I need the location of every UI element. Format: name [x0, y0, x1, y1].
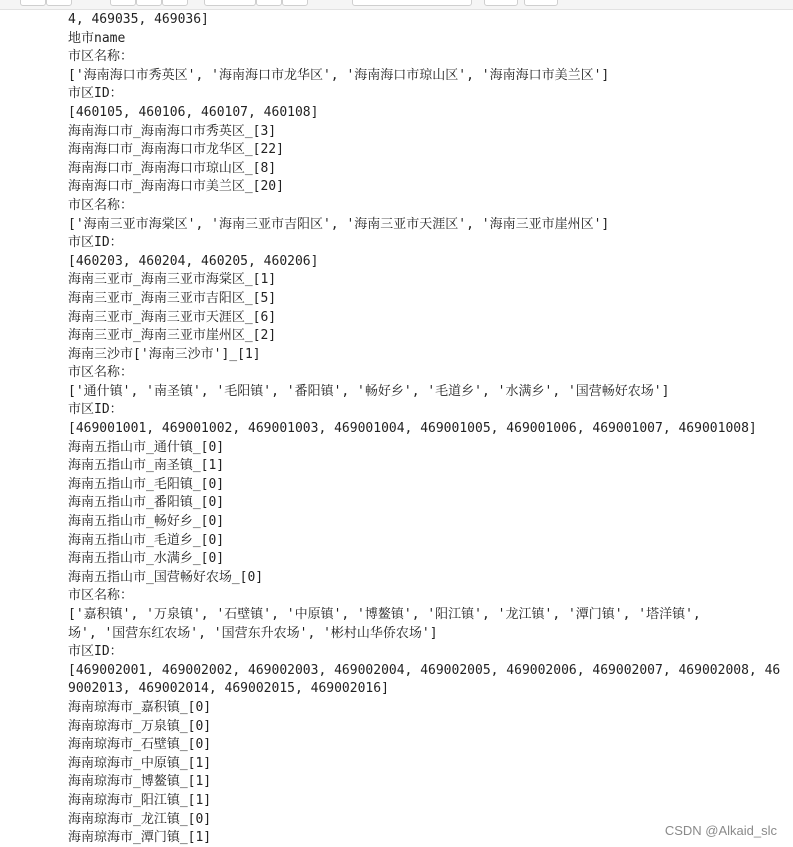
output-line: [469002001, 469002002, 469002003, 469002004, 469002005, 469002006, 469002007, 469002008, 46 — [68, 662, 781, 678]
output-line: 海南五指山市_毛道乡_[0] — [68, 532, 225, 548]
output-line: 海南五指山市_水满乡_[0] — [68, 551, 225, 567]
output-line: 海南琼海市_潭门镇_[1] — [68, 830, 212, 846]
output-line: 海南海口市_海南海口市秀英区_[3] — [68, 123, 277, 139]
output-line: 海南琼海市_阳江镇_[1] — [68, 792, 212, 808]
output-line: 海南五指山市_畅好乡_[0] — [68, 514, 225, 530]
output-line: 市区ID： — [68, 644, 123, 660]
cell-type-select[interactable] — [352, 0, 472, 6]
output-line: 海南琼海市_龙江镇_[0] — [68, 811, 212, 827]
output-line: 海南琼海市_嘉积镇_[0] — [68, 699, 212, 715]
output-line: 地市name — [68, 30, 126, 46]
output-line: 市区名称： — [68, 365, 134, 381]
toolbar-button[interactable] — [524, 0, 558, 6]
output-line: 海南琼海市_中原镇_[1] — [68, 755, 212, 771]
output-line: 海南琼海市_石壁镇_[0] — [68, 737, 212, 753]
toolbar-button[interactable] — [162, 0, 188, 6]
watermark: CSDN @Alkaid_slc — [664, 823, 777, 838]
cell-output-area — [68, 11, 793, 847]
output-line: 4, 469035, 469036] — [68, 12, 209, 27]
output-line: ['海南三亚市海棠区', '海南三亚市吉阳区', '海南三亚市天涯区', '海南三亚市崖州区'] — [68, 216, 610, 232]
output-line: ['通什镇', '南圣镇', '毛阳镇', '番阳镇', '畅好乡', '毛道乡', '水满乡', '国营畅好农场'] — [68, 383, 670, 399]
output-line: 海南三亚市_海南三亚市崖州区_[2] — [68, 328, 277, 344]
output-line: 海南三亚市_海南三亚市吉阳区_[5] — [68, 290, 277, 306]
toolbar-button[interactable] — [110, 0, 136, 6]
output-line: 海南三亚市_海南三亚市海棠区_[1] — [68, 272, 277, 288]
toolbar-button[interactable] — [136, 0, 162, 6]
output-line: 市区名称： — [68, 49, 134, 65]
output-line: 市区ID： — [68, 402, 123, 418]
output-line: [460203, 460204, 460205, 460206] — [68, 253, 319, 269]
toolbar-button[interactable] — [20, 0, 46, 6]
output-line: 海南五指山市_番阳镇_[0] — [68, 495, 225, 511]
output-line: 场', '国营东红农场', '国营东升农场', '彬村山华侨农场'] — [68, 625, 438, 641]
output-line: 海南海口市_海南海口市美兰区_[20] — [68, 179, 284, 195]
output-line: 市区名称： — [68, 588, 134, 604]
output-line: 市区ID： — [68, 86, 123, 102]
output-line: 海南三沙市['海南三沙市']_[1] — [68, 346, 261, 362]
output-line: [469001001, 469001002, 469001003, 469001004, 469001005, 469001006, 469001007, 469001008] — [68, 421, 757, 437]
toolbar-button[interactable] — [282, 0, 308, 6]
output-line: 市区名称： — [68, 197, 134, 213]
output-line: 海南琼海市_博鳌镇_[1] — [68, 774, 212, 790]
output-line: 海南五指山市_通什镇_[0] — [68, 439, 225, 455]
toolbar-button[interactable] — [46, 0, 72, 6]
output-line: ['海南海口市秀英区', '海南海口市龙华区', '海南海口市琼山区', '海南海口市美兰区'] — [68, 67, 610, 83]
notebook-toolbar — [0, 0, 793, 10]
output-line: 海南五指山市_毛阳镇_[0] — [68, 476, 225, 492]
output-line: ['嘉积镇', '万泉镇', '石壁镇', '中原镇', '博鳌镇', '阳江镇', '龙江镇', '潭门镇', '塔洋镇', — [68, 607, 701, 622]
output-line: 海南海口市_海南海口市龙华区_[22] — [68, 142, 284, 158]
output-line: 9002013, 469002014, 469002015, 469002016] — [68, 681, 389, 697]
toolbar-button[interactable] — [204, 0, 256, 6]
toolbar-button[interactable] — [256, 0, 282, 6]
output-line: 海南五指山市_南圣镇_[1] — [68, 458, 225, 474]
output-line: 海南琼海市_万泉镇_[0] — [68, 718, 212, 734]
output-line: 海南五指山市_国营畅好农场_[0] — [68, 569, 264, 585]
toolbar-button[interactable] — [484, 0, 518, 6]
output-line: 市区ID： — [68, 235, 123, 251]
output-line: 海南海口市_海南海口市琼山区_[8] — [68, 160, 277, 176]
output-line: [460105, 460106, 460107, 460108] — [68, 104, 319, 120]
output-line: 海南三亚市_海南三亚市天涯区_[6] — [68, 309, 277, 325]
